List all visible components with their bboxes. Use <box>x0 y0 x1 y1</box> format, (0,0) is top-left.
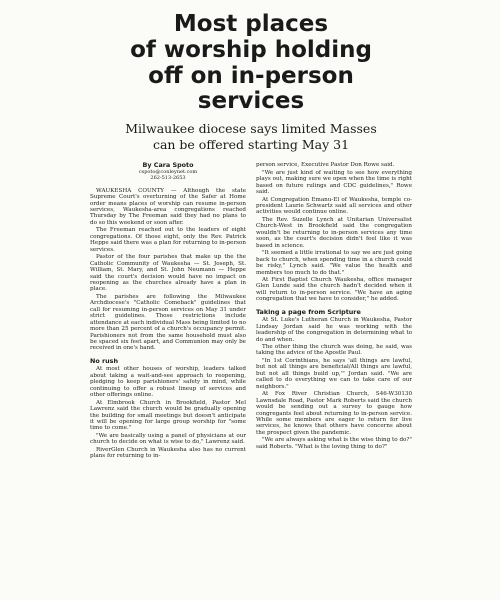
headline-line: of worship holding <box>130 36 372 63</box>
byline <box>90 162 246 181</box>
paragraph: The Freeman reached out to the leaders of eight congregations. Of those eight, only the Rev. Patrick Heppe said there was a plan for returning to in-person services. <box>90 227 246 253</box>
paragraph: "We are basically using a panel of physicians at our church to decide on what is wise to do," Lawrenz said. <box>90 432 246 446</box>
paragraph: WAUKESHA COUNTY — Although the state Supreme Court's overturning of the Safer at Home order means places of worship can resume in-person services, Waukesha-area congregations reached Thursday by The Freeman said they had no plans to do so this weekend or soon after. <box>90 187 246 226</box>
byline-author: By Cara Spoto <box>142 161 194 170</box>
headline-line: Most places <box>173 11 329 37</box>
paragraph: "We are just kind of waiting to see how everything plays out, making sure we open when the time is right based on future rulings and CDC guidelines," Rowe said. <box>256 169 412 196</box>
deck-line: can be offered starting May 31 <box>152 136 350 152</box>
paragraph: "In 1st Corinthians, he says 'all things are lawful, but not all things are beneficial/All things are lawful, but not all things build up,'" Jordan said. "We are called to do everything we can to take care of our neighbors." <box>256 357 412 390</box>
paragraph: At most other houses of worship, leaders talked about taking a wait-and-see approach to reopening, pledging to keep parishioners' safety in mind, while continuing to offer a robust lineup of services and other offerings online. <box>90 366 246 399</box>
subhead: Taking a page from Scripture <box>256 307 361 316</box>
paragraph: The Rev. Suzelle Lynch at Unitarian Universalist Church-West in Brookfield said the congregation wouldn't be returning to in-person services any time soon, as the court's decision didn't feel like it was based in science. <box>256 216 412 249</box>
paragraph: RiverGlen Church in Waukesha also has no current plans for returning to in- <box>90 446 246 460</box>
right-column <box>256 162 412 460</box>
headline-line: services <box>197 88 305 115</box>
paragraph: "We are always asking what is the wise thing to do?" said Roberts. "What is the loving thing to do?" <box>256 437 412 450</box>
headline <box>90 12 412 115</box>
article-columns <box>90 162 412 460</box>
paragraph: "It seemed a little irrational to say we are just going back to church, when spending time in a church could be risky," Lynch said. "We value the health and members too much to do that." <box>256 250 412 276</box>
paragraph: At Congregation Emanu-El of Waukesha, temple co-president Laurie Schwartz said all services and other activities would continue online. <box>256 196 412 216</box>
left-column <box>90 162 246 460</box>
paragraph: At Fox River Christian Church, S46-W30130 Lawnsdale Road, Pastor Mark Roberts said the church would be sending out a survey to gauge how congregants feel about returning to in-person service. While some members are eager to return for live services, he knows that others have concerns about the prospect given the pandemic. <box>256 391 412 436</box>
byline-email: cspoto@conleynet.com <box>138 168 198 175</box>
subhead: No rush <box>90 356 119 365</box>
paragraph: At Elmbrook Church in Brookfield, Pastor Mel Lawrenz said the church would be gradually opening the building for small meetings but doesn't anticipate it will be opening for large group worship for "some time to come." <box>90 399 246 432</box>
byline-phone: 262-513-2653 <box>150 175 186 182</box>
paragraph: The parishes are following the Milwaukee Archdiocese's "Catholic Comeback" guidelines that call for resuming in-person services on May 31 under strict guidelines. Those restrictions include attendance at each individual Mass being limited to no more than 25 percent of a church's occupancy permit. Parishioners not from the same household must also be spaced six feet apart, and Communion may only be received in one's hand. <box>90 293 246 352</box>
deck <box>90 121 412 152</box>
paragraph: Pastor of the four parishes that make up the the Catholic Community of Waukesha — St. Joseph, St. William, St. Mary, and St. John Neumann — Heppe said the court's decision would have no impact on reopening as the churches already have a plan in place. <box>90 254 246 293</box>
paragraph: person service, Executive Pastor Don Rowe said. <box>256 162 395 169</box>
paragraph: The other thing the church was doing, he said, was taking the advice of the Apostle Paul. <box>256 344 412 357</box>
paragraph: At First Baptist Church Waukesha, office manager Glen Lunde said the church hadn't decided when it will return to in-person service. "We have an aging congregation that we have to consider," he added. <box>256 276 412 303</box>
headline-line: off on in-person <box>148 62 354 89</box>
deck-line: Milwaukee diocese says limited Masses <box>125 121 377 136</box>
paragraph: At St. Luke's Lutheran Church in Waukesha, Pastor Lindsay Jordan said he was working with the leadership of the congregation in determining what to do and when. <box>256 317 412 343</box>
article <box>90 12 412 461</box>
